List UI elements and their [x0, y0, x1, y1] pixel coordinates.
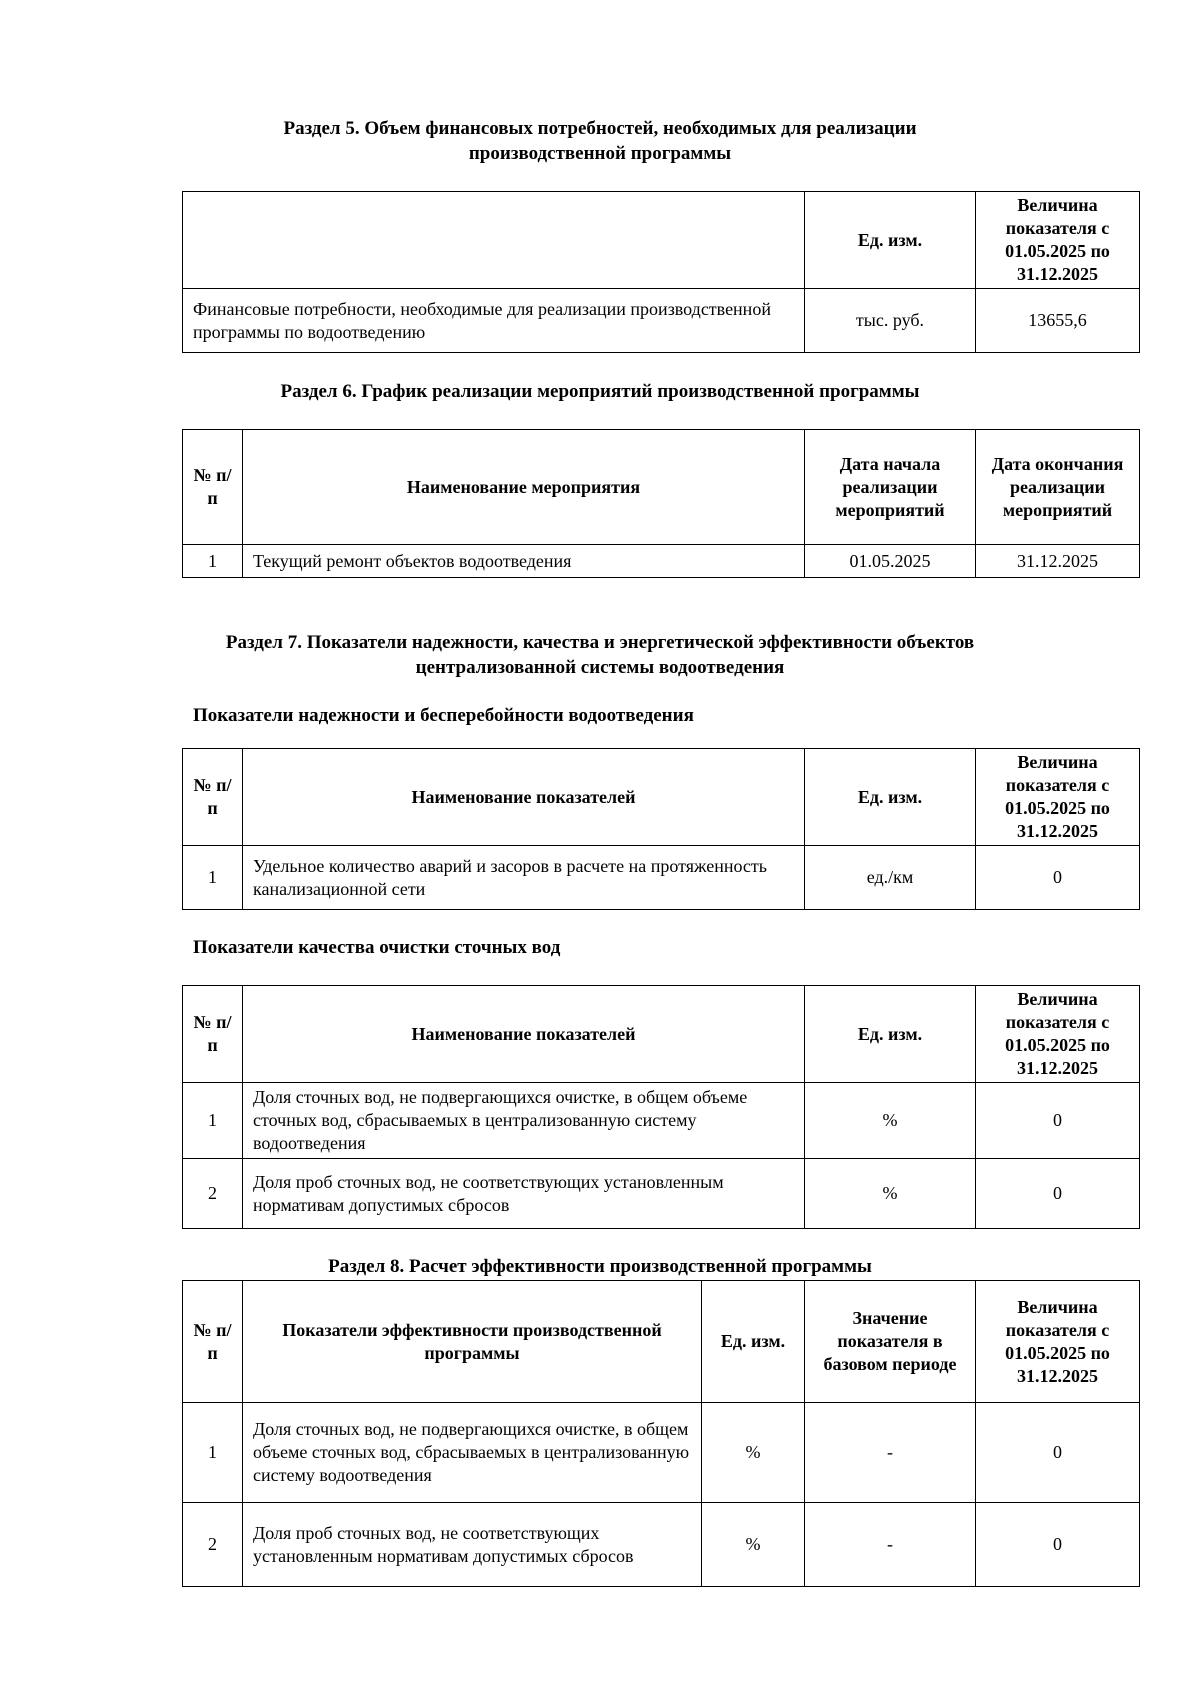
table-header-row	[183, 986, 1140, 1083]
schedule-table	[182, 429, 1140, 578]
header-cell: Ед. изм.	[805, 986, 976, 1083]
header-cell: Показатели эффективности производственной программы	[243, 1281, 702, 1403]
header-cell: № п/п	[183, 1281, 243, 1403]
header-cell: Наименование показателей	[243, 986, 805, 1083]
header-cell: № п/п	[183, 986, 243, 1083]
table-cell: %	[805, 1083, 976, 1159]
header-cell: Величина показателя с 01.05.2025 по 31.12.2025	[976, 986, 1140, 1083]
section5-title	[0, 116, 1200, 166]
table-cell: 0	[976, 1403, 1140, 1503]
quality-table	[182, 985, 1140, 1229]
table-cell: 01.05.2025	[805, 545, 976, 578]
section5-title-line1: Раздел 5. Объем финансовых потребностей, необходимых для реализации	[283, 118, 917, 139]
reliability-subheading: Показатели надежности и бесперебойности водоотведения	[193, 705, 694, 726]
table-row	[183, 289, 1140, 353]
table-cell: 0	[976, 1159, 1140, 1229]
section7-title	[0, 630, 1200, 680]
financial-needs-table	[182, 191, 1140, 353]
table-cell: Удельное количество аварий и засоров в расчете на протяженность канализационной сети	[243, 846, 805, 910]
header-cell: № п/п	[183, 749, 243, 846]
header-cell: Ед. изм.	[805, 749, 976, 846]
table-cell: Доля сточных вод, не подвергающихся очистке, в общем объеме сточных вод, сбрасываемых в централизованную систему водоотведения	[243, 1403, 702, 1503]
table-cell: ед./км	[805, 846, 976, 910]
efficiency-table	[182, 1280, 1140, 1587]
section8-title: Раздел 8. Расчет эффективности производственной программы	[328, 1256, 872, 1277]
header-cell: Дата окончания реализации мероприятий	[976, 430, 1140, 545]
table-cell: 1	[183, 545, 243, 578]
section5-title-line2: производственной программы	[468, 143, 732, 164]
table-cell: 31.12.2025	[976, 545, 1140, 578]
header-cell: Наименование мероприятия	[243, 430, 805, 545]
table-cell: %	[702, 1403, 805, 1503]
table-cell: 2	[183, 1503, 243, 1587]
table-cell: Доля проб сточных вод, не соответствующих установленным нормативам допустимых сбросов	[243, 1503, 702, 1587]
table-header-row	[183, 430, 1140, 545]
header-cell: Величина показателя с 01.05.2025 по 31.12.2025	[976, 192, 1140, 289]
header-cell: Ед. изм.	[702, 1281, 805, 1403]
table-cell: Финансовые потребности, необходимые для реализации производственной программы по водоотведению	[183, 289, 805, 353]
header-cell: Ед. изм.	[805, 192, 976, 289]
table-row	[183, 1159, 1140, 1229]
table-cell: %	[805, 1159, 976, 1229]
header-cell	[183, 192, 805, 289]
table-cell: тыс. руб.	[805, 289, 976, 353]
table-cell: 0	[976, 846, 1140, 910]
table-cell: 13655,6	[976, 289, 1140, 353]
table-cell: Доля проб сточных вод, не соответствующих установленным нормативам допустимых сбросов	[243, 1159, 805, 1229]
section7-title-line1: Раздел 7. Показатели надежности, качества и энергетической эффективности объектов	[225, 632, 975, 653]
table-cell: 2	[183, 1159, 243, 1229]
table-cell: 1	[183, 1403, 243, 1503]
table-cell: Доля сточных вод, не подвергающихся очистке, в общем объеме сточных вод, сбрасываемых в централизованную систему водоотведения	[243, 1083, 805, 1159]
table-cell: -	[805, 1503, 976, 1587]
table-cell: 0	[976, 1503, 1140, 1587]
table-row	[183, 1403, 1140, 1503]
table-cell: Текущий ремонт объектов водоотведения	[243, 545, 805, 578]
table-row	[183, 846, 1140, 910]
reliability-table	[182, 748, 1140, 910]
quality-subheading: Показатели качества очистки сточных вод	[193, 937, 561, 958]
table-row	[183, 545, 1140, 578]
table-row	[183, 1083, 1140, 1159]
table-header-row	[183, 192, 1140, 289]
section6-title: Раздел 6. График реализации мероприятий производственной программы	[280, 381, 920, 402]
header-cell: Значение показателя в базовом периоде	[805, 1281, 976, 1403]
table-cell: 0	[976, 1083, 1140, 1159]
header-cell: № п/п	[183, 430, 243, 545]
table-cell: %	[702, 1503, 805, 1587]
header-cell: Величина показателя с 01.05.2025 по 31.12.2025	[976, 1281, 1140, 1403]
table-cell: 1	[183, 1083, 243, 1159]
table-cell: 1	[183, 846, 243, 910]
header-cell: Величина показателя с 01.05.2025 по 31.12.2025	[976, 749, 1140, 846]
table-row	[183, 1503, 1140, 1587]
table-header-row	[183, 749, 1140, 846]
section7-title-line2: централизованной системы водоотведения	[415, 657, 785, 678]
table-cell: -	[805, 1403, 976, 1503]
header-cell: Наименование показателей	[243, 749, 805, 846]
header-cell: Дата начала реализации мероприятий	[805, 430, 976, 545]
table-header-row	[183, 1281, 1140, 1403]
